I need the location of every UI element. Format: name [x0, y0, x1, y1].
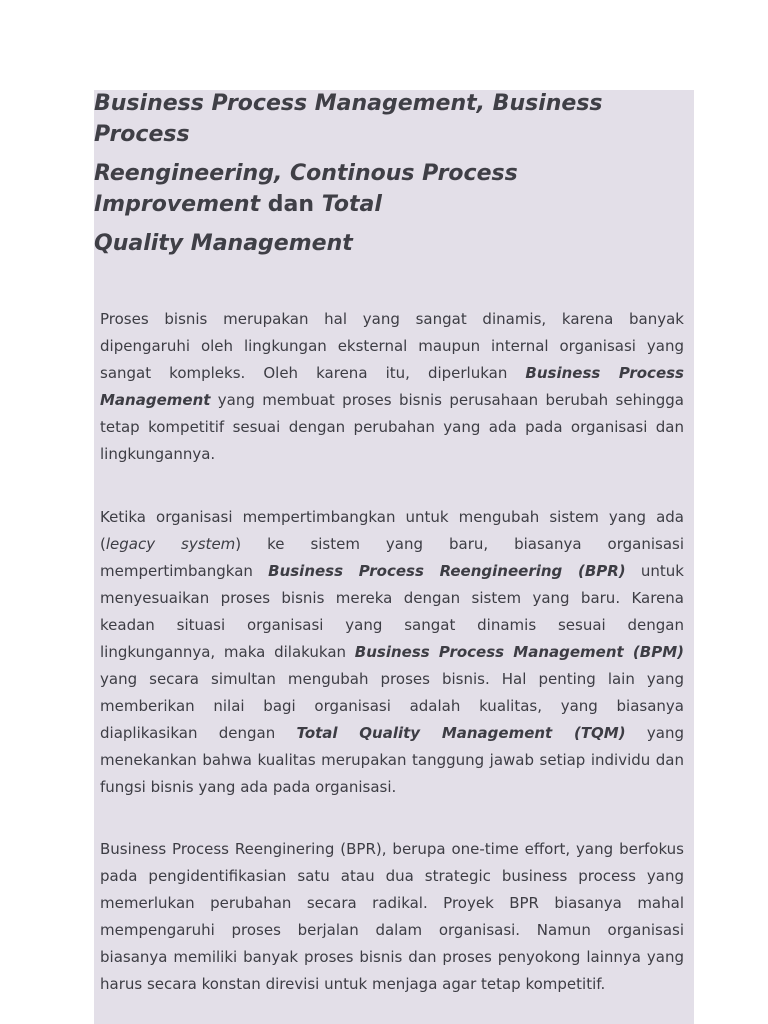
paragraph-1 [100, 306, 684, 468]
p2-text-3: untuk menyesuaikan proses bisnis mereka dengan sistem yang baru. Karena keadan situasi organisasi yang sangat dinamis sesuai dengan lingkungannya, maka dilakukan [100, 562, 684, 661]
p2-text-5: yang menekankan bahwa kualitas merupakan tanggung jawab setiap individu dan fungsi bisnis yang ada pada organisasi. [100, 724, 684, 796]
p2-emphasis-tqm: Total Quality Management (TQM) [296, 724, 626, 742]
p3-text-1: Business Process Reenginering (BPR), berupa one-time effort, yang berfokus pada pengidentifikasian satu atau dua strategic business process yang memerlukan perubahan secara radikal. Proyek BPR biasanya mahal mempengaruhi proses berjalan dalam organisasi. Namun organisasi biasanya memiliki banyak proses bisnis dan proses penyokong lainnya yang harus secara konstan direvisi untuk menjaga agar tetap kompetitif. [100, 840, 684, 993]
p1-emphasis-bpm: Business Process Management [100, 364, 684, 409]
document-title [94, 88, 684, 259]
p2-text-2: ) ke sistem yang baru, biasanya organisasi mempertimbangkan [100, 535, 684, 580]
p2-text-4: yang secara simultan mengubah proses bisnis. Hal penting lain yang memberikan nilai bagi organisasi adalah kualitas, yang biasanya diaplikasikan dengan [100, 670, 684, 742]
paragraph-3 [100, 836, 684, 998]
title-line-2-part-2: Total [321, 192, 382, 217]
title-line-2 [94, 158, 684, 220]
title-line-3: Quality Management [94, 231, 353, 256]
p2-emphasis-bpm: Business Process Management (BPM) [354, 643, 684, 661]
p1-text-2: yang membuat proses bisnis perusahaan berubah sehingga tetap kompetitif sesuai dengan perubahan yang ada pada organisasi dan lingkungannya. [100, 391, 684, 463]
p1-text-1: Proses bisnis merupakan hal yang sangat dinamis, karena banyak dipengaruhi oleh lingkungan eksternal maupun internal organisasi yang sangat kompleks. Oleh karena itu, diperlukan [100, 310, 684, 382]
title-line-2-connector: dan [260, 192, 322, 217]
title-line-2-part-1: Reengineering, Continous Process Improvement [94, 161, 518, 217]
title-line-1: Business Process Management, Business Process [94, 91, 603, 147]
paragraph-2 [100, 504, 684, 801]
p2-italic-legacy-system: legacy system [105, 535, 236, 553]
p2-emphasis-bpr: Business Process Reengineering (BPR) [268, 562, 626, 580]
p2-text-1: Ketika organisasi mempertimbangkan untuk mengubah sistem yang ada ( [100, 508, 684, 553]
